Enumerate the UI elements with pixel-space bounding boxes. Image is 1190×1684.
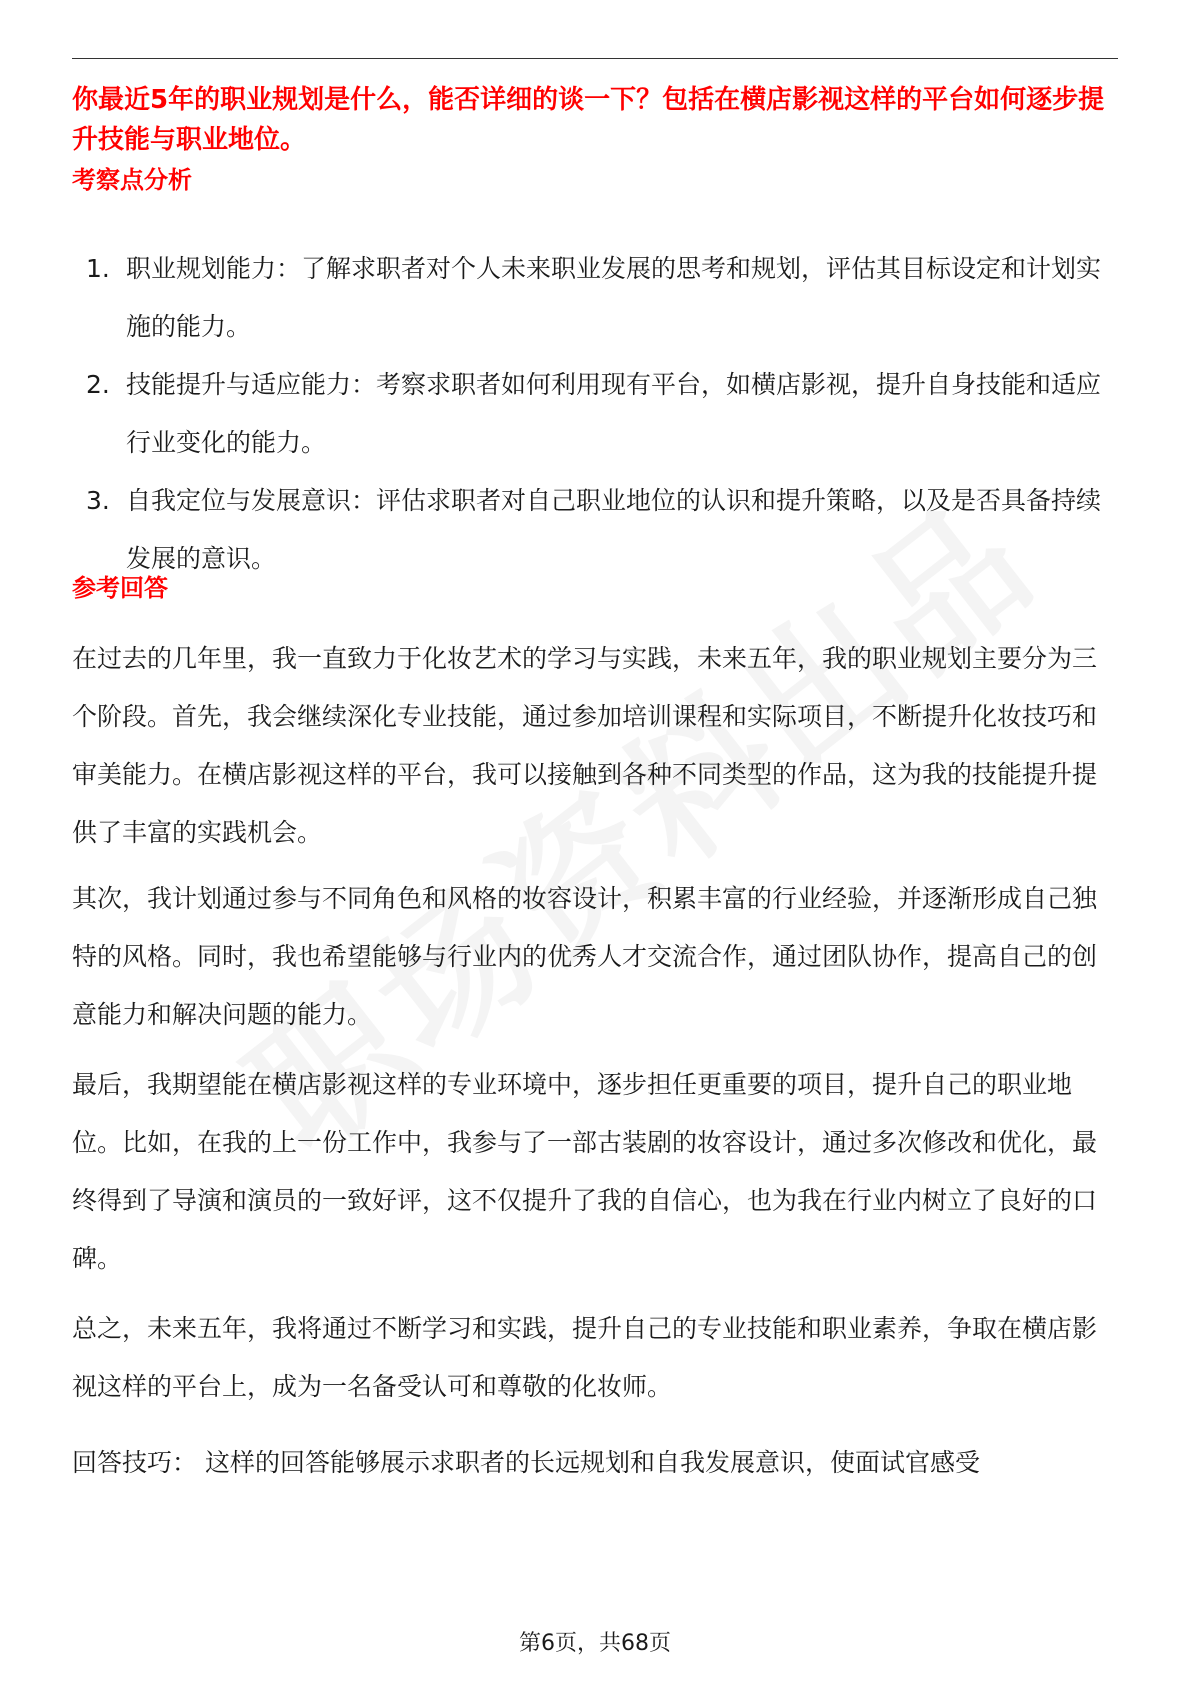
- answer-paragraph: 总之，未来五年，我将通过不断学习和实践，提升自己的专业技能和职业素养，争取在横店影视这样的平台上，成为一名备受认可和尊敬的化妆师。: [72, 1314, 1098, 1401]
- analysis-item-number: 2.: [86, 370, 110, 399]
- page-footer: 第6页，共68页: [519, 1631, 671, 1656]
- answer-section-title: 参考回答: [72, 574, 168, 602]
- header-rule: [72, 58, 1118, 59]
- analysis-item: [72, 356, 1118, 472]
- analysis-item: [72, 472, 1118, 588]
- analysis-item-text: 技能提升与适应能力：考察求职者如何利用现有平台，如横店影视，提升自身技能和适应行业变化的能力。: [126, 370, 1102, 457]
- analysis-item-number: 3.: [86, 486, 110, 515]
- answer-paragraph: 在过去的几年里，我一直致力于化妆艺术的学习与实践，未来五年，我的职业规划主要分为三个阶段。首先，我会继续深化专业技能，通过参加培训课程和实际项目，不断提升化妆技巧和审美能力。在横店影视这样的平台，我可以接触到各种不同类型的作品，这为我的技能提升提供了丰富的实践机会。: [72, 644, 1098, 847]
- analysis-item-text: 职业规划能力：了解求职者对个人未来职业发展的思考和规划，评估其目标设定和计划实施的能力。: [126, 254, 1102, 341]
- answer-paragraph: 最后，我期望能在横店影视这样的专业环境中，逐步担任更重要的项目，提升自己的职业地位。比如，在我的上一份工作中，我参与了一部古装剧的妆容设计，通过多次修改和优化，最终得到了导演和演员的一致好评，这不仅提升了我的自信心，也为我在行业内树立了良好的口碑。: [72, 1070, 1098, 1273]
- answer-tips-paragraph: 回答技巧： 这样的回答能够展示求职者的长远规划和自我发展意识，使面试官感受: [72, 1448, 980, 1477]
- answer-paragraph: 其次，我计划通过参与不同角色和风格的妆容设计，积累丰富的行业经验，并逐渐形成自己独特的风格。同时，我也希望能够与行业内的优秀人才交流合作，通过团队协作，提高自己的创意能力和解决问题的能力。: [72, 884, 1098, 1029]
- analysis-item-number: 1.: [86, 254, 110, 283]
- analysis-list: [72, 240, 1118, 588]
- analysis-item-text: 自我定位与发展意识：评估求职者对自己职业地位的认识和提升策略，以及是否具备持续发展的意识。: [126, 486, 1102, 573]
- analysis-item: [72, 240, 1118, 356]
- analysis-section-title: 考察点分析: [72, 166, 192, 194]
- question-heading: 你最近5年的职业规划是什么，能否详细的谈一下？包括在横店影视这样的平台如何逐步提升技能与职业地位。: [72, 85, 1105, 155]
